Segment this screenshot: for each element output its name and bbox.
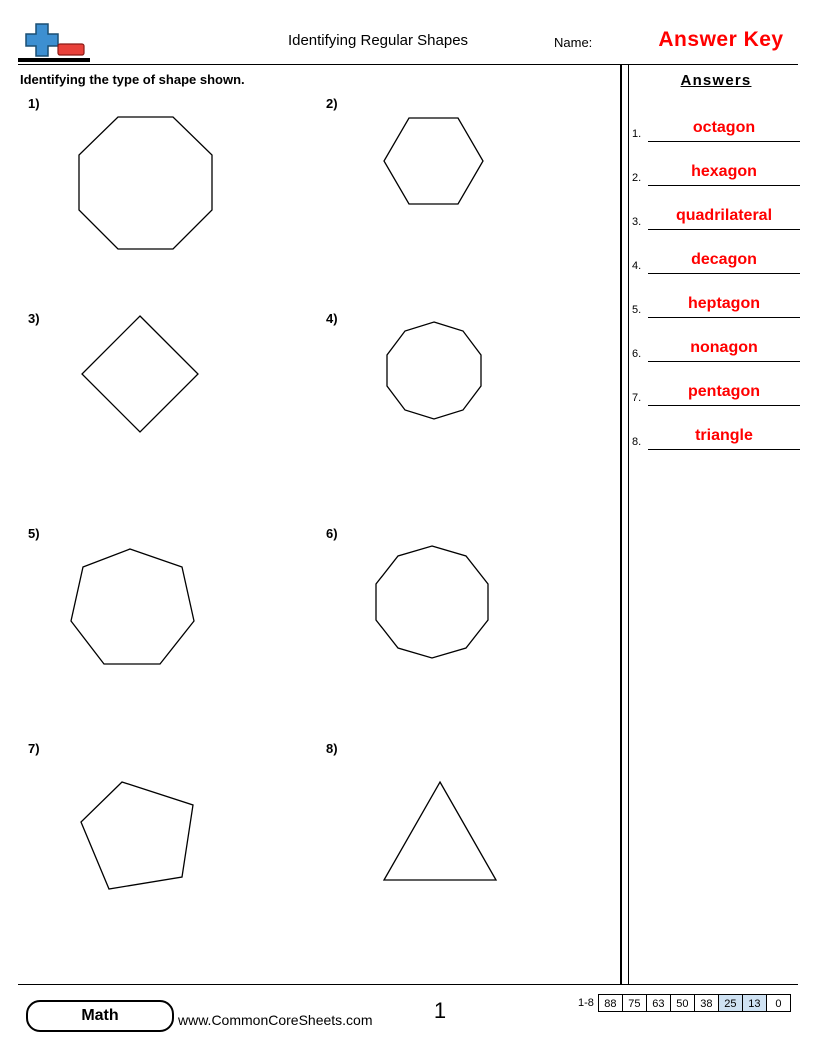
answer-row [632,156,800,186]
answer-row [632,376,800,406]
score-cell: 25 [718,994,742,1012]
quadrilateral-shape [48,307,298,522]
heptagon-shape [48,522,298,737]
problem-8 [316,737,614,952]
answers-title: Answers [680,72,752,89]
triangle-shape [346,737,596,952]
answer-number: 4. [632,260,642,272]
answer-row [632,420,800,450]
header-divider [18,64,798,65]
problem-7 [18,737,316,952]
answer-number: 5. [632,304,642,316]
problem-number: 4) [326,311,338,326]
problem-number: 7) [28,741,40,756]
answer-row [632,112,800,142]
instructions-text: Identifying the type of shape shown. [20,72,245,87]
answer-row [632,288,800,318]
answer-number: 2. [632,172,642,184]
problem-number: 3) [28,311,40,326]
page-header [18,22,798,62]
nonagon-shape [346,522,596,737]
answer-value: nonagon [648,337,800,362]
subject-badge: Math [26,1000,174,1032]
footer-divider [18,984,798,985]
answer-value: heptagon [648,293,800,318]
answer-row [632,332,800,362]
answer-number: 3. [632,216,642,228]
answer-number: 1. [632,128,642,140]
name-label: Name: [554,35,593,50]
score-cell: 50 [670,994,694,1012]
problem-number: 8) [326,741,338,756]
problem-1 [18,92,316,307]
score-cell: 13 [742,994,766,1012]
problem-2 [316,92,614,307]
answer-value: triangle [648,425,800,450]
commoncoresheets-logo-icon [18,22,90,62]
answer-value: octagon [648,117,800,142]
answers-panel [632,66,800,486]
problem-3 [18,307,316,522]
answers-divider-thin [628,64,629,984]
problem-number: 5) [28,526,40,541]
answer-number: 7. [632,392,642,404]
answers-divider-thick [620,64,622,984]
answer-value: pentagon [648,381,800,406]
problem-number: 1) [28,96,40,111]
hexagon-shape [346,92,596,307]
answer-row [632,244,800,274]
octagon-shape [48,92,298,307]
problem-number: 6) [326,526,338,541]
site-url: www.CommonCoreSheets.com [178,1012,373,1028]
page-title: Identifying Regular Shapes [287,32,469,49]
pentagon-shape [48,737,298,952]
problem-5 [18,522,316,737]
score-cell: 88 [598,994,622,1012]
problem-6 [316,522,614,737]
answer-number: 6. [632,348,642,360]
score-cell: 0 [766,994,791,1012]
answer-number: 8. [632,436,642,448]
score-cell: 63 [646,994,670,1012]
score-cell: 38 [694,994,718,1012]
problems-grid [18,92,614,952]
problem-4 [316,307,614,522]
answer-key-label: Answer Key [658,28,784,51]
page-number: 1 [433,998,447,1023]
problem-number: 2) [326,96,338,111]
answer-row [632,200,800,230]
score-table [578,994,791,1012]
score-cell: 75 [622,994,646,1012]
decagon-shape [346,307,596,522]
answer-value: hexagon [648,161,800,186]
score-range: 1-8 [578,997,594,1009]
answer-value: decagon [648,249,800,274]
answer-value: quadrilateral [648,205,800,230]
